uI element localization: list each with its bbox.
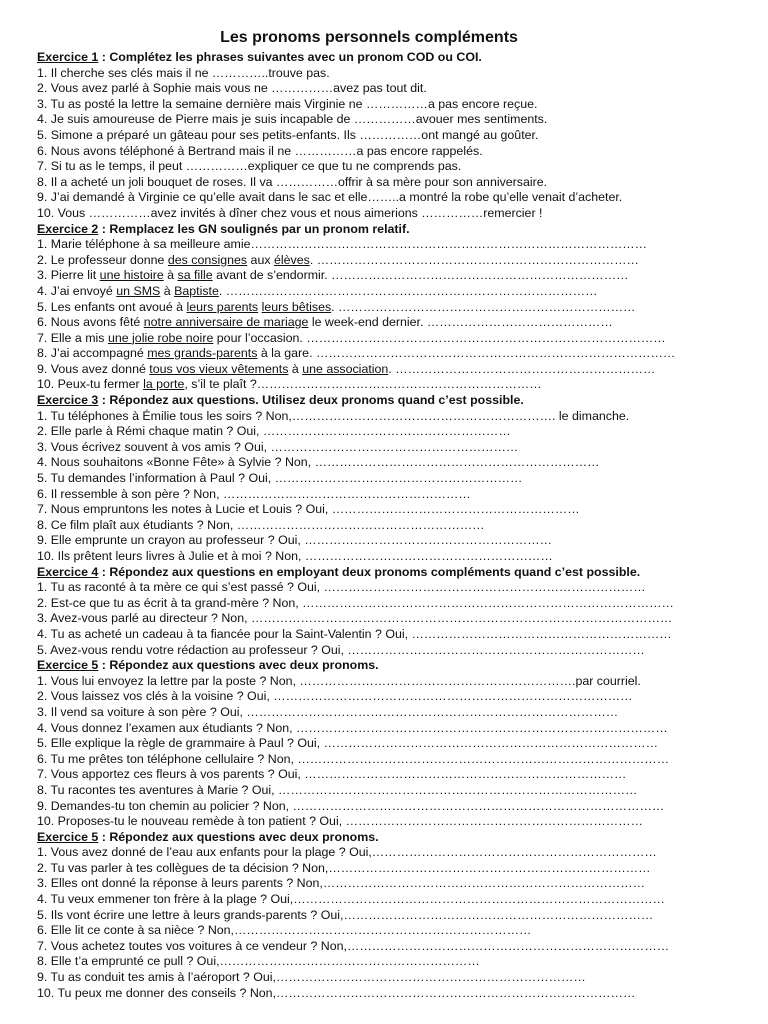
- item-text: 4. Tu veux emmener ton frère à la plage ? Oui,………………………………………………………………………………: [37, 892, 665, 907]
- item-text: 6. Elle lit ce conte à sa nièce ? Non,………………………………………………………………: [37, 923, 532, 938]
- item-text: 5. Elle explique la règle de grammaire à Paul ? Oui, ………………………………………………………………………: [37, 736, 659, 751]
- exercise-header: [37, 50, 768, 66]
- exercise-section: [37, 393, 768, 565]
- item-text: , s’il te plaît ?……………………………………………………………: [184, 377, 542, 392]
- exercise-header: [37, 393, 768, 409]
- exercise-item: [37, 377, 767, 393]
- underlined-phrase: la porte: [143, 377, 185, 392]
- exercise-item: [37, 752, 767, 768]
- exercise-item: [37, 799, 767, 815]
- exercise-item: [37, 346, 767, 362]
- exercise-item: [37, 674, 767, 690]
- page-title: Les pronoms personnels compléments: [220, 29, 518, 46]
- item-text: 4. Tu as acheté un cadeau à ta fiancée pour la Saint-Valentin ? Oui, ………………………………………………………: [37, 626, 672, 641]
- exercise-item: [37, 471, 767, 487]
- underlined-phrase: une jolie robe noire: [107, 330, 214, 345]
- exercise-number: Exercice 3: [37, 393, 99, 408]
- exercise-item: [37, 580, 767, 596]
- item-text: 8. Elle t’a emprunté ce pull ? Oui,………………………………………………………: [37, 954, 480, 969]
- exercise-item: [37, 253, 767, 269]
- underlined-phrase: leurs parents: [186, 299, 259, 314]
- item-text: 10. Tu peux me donner des conseils ? Non,……………………………………………………………………………: [37, 985, 636, 1000]
- item-text: à: [288, 361, 303, 376]
- exercise-item: [37, 268, 767, 284]
- underlined-phrase: mes grands-parents: [147, 346, 258, 361]
- exercise-item: [37, 876, 767, 892]
- exercise-item: [37, 487, 767, 503]
- underlined-phrase: Baptiste: [174, 283, 219, 298]
- item-text: 9. Vous avez donné: [37, 361, 150, 376]
- item-text: 3. Vous écrivez souvent à vos amis ? Oui, ……………………………………………………: [37, 439, 519, 454]
- exercise-instruction: : Remplacez les GN soulignés par un pronom relatif.: [98, 221, 410, 236]
- exercise-item: [37, 424, 767, 440]
- exercise-item: [37, 144, 767, 160]
- item-text: 6. Nous avons fêté: [37, 315, 144, 330]
- exercise-item: [37, 954, 767, 970]
- item-text: 4. Nous souhaitons «Bonne Fête» à Sylvie ? Non, ……………………………………………………………: [37, 455, 600, 470]
- item-text: . ………………………………………………………………: [331, 299, 636, 314]
- exercise-item: [37, 611, 767, 627]
- item-text: 7. Nous empruntons les notes à Lucie et Louis ? Oui, ……………………………………………………: [37, 502, 580, 517]
- exercise-number: Exercice 5: [37, 658, 99, 673]
- exercise-list: [37, 50, 768, 1001]
- exercise-item: [37, 721, 767, 737]
- underlined-phrase: élèves: [273, 252, 310, 267]
- item-text: 3. Elles ont donné la réponse à leurs parents ? Non,……………………………………………………………………: [37, 876, 646, 891]
- exercise-item: [37, 736, 767, 752]
- exercise-section: [37, 658, 768, 830]
- exercise-item: [37, 986, 767, 1002]
- underlined-phrase: une histoire: [99, 268, 164, 283]
- item-text: pour l’occasion. ……………………………………………………………………………: [213, 330, 666, 345]
- exercise-item: [37, 175, 767, 191]
- exercise-item: [37, 502, 767, 518]
- exercise-item: [37, 767, 767, 783]
- item-text: 9. Demandes-tu ton chemin au policier ? Non, ………………………………………………………………………………: [37, 798, 665, 813]
- item-text: à: [160, 283, 175, 298]
- exercise-item: [37, 861, 767, 877]
- item-text: 5. Simone a préparé un gâteau pour ses petits-enfants. Ils ……………ont mangé au goûter.: [37, 127, 539, 142]
- item-text: 6. Nous avons téléphoné à Bertrand mais il ne ……………a pas encore rappelés.: [37, 143, 483, 158]
- item-text: 5. Tu demandes l’information à Paul ? Oui, ……………………………………………………: [37, 471, 523, 486]
- exercise-item: [37, 284, 767, 300]
- item-text: 1. Tu as raconté à ta mère ce qui s’est passé ? Oui, ……………………………………………………………………: [37, 580, 646, 595]
- exercise-item: [37, 627, 767, 643]
- exercise-item: [37, 440, 767, 456]
- item-text: 9. Tu as conduit tes amis à l’aéroport ? Oui,…………………………………………………………………: [37, 970, 586, 985]
- item-text: avant de s’endormir. ………………………………………………………………: [212, 268, 629, 283]
- exercise-item: [37, 159, 767, 175]
- exercise-item: [37, 845, 767, 861]
- exercise-item: [37, 237, 767, 253]
- item-text: 5. Les enfants ont avoué à: [37, 299, 187, 314]
- exercise-item: [37, 409, 767, 425]
- item-text: 2. Elle parle à Rémi chaque matin ? Oui, ……………………………………………………: [37, 424, 511, 439]
- exercise-item: [37, 455, 767, 471]
- item-text: à la gare. ……………………………………………………………………………: [257, 346, 676, 361]
- item-text: 7. Elle a mis: [37, 330, 108, 345]
- exercise-number: Exercice 2: [37, 221, 99, 236]
- item-text: 5. Avez-vous rendu votre rédaction au professeur ? Oui, ………………………………………………………………: [37, 642, 645, 657]
- exercise-item: [37, 362, 767, 378]
- item-text: 4. Vous donnez l’examen aux étudiants ? Non, ………………………………………………………………………………: [37, 720, 668, 735]
- item-text: 9. J’ai demandé à Virginie ce qu’elle avait dans le sac et elle……..a montré la robe qu’elle venait d’acheter.: [37, 190, 623, 205]
- item-text: 2. Tu vas parler à tes collègues de ta décision ? Non,……………………………………………………………………: [37, 860, 651, 875]
- exercise-item: [37, 66, 767, 82]
- exercise-item: [37, 331, 767, 347]
- exercise-header: [37, 830, 768, 846]
- item-text: 2. Le professeur donne: [37, 252, 168, 267]
- exercise-instruction: : Répondez aux questions en employant deux pronoms compléments quand c’est possible.: [98, 564, 641, 579]
- item-text: 1. Vous lui envoyez la lettre par la poste ? Non, ………………………………………………………….par courriel.: [37, 673, 641, 688]
- exercise-item: [37, 908, 767, 924]
- exercise-number: Exercice 1: [37, 50, 99, 64]
- exercise-item: [37, 549, 767, 565]
- exercise-item: [37, 190, 767, 206]
- item-text: 7. Si tu as le temps, il peut ……………expliquer ce que tu ne comprends pas.: [37, 159, 462, 174]
- item-text: 3. Il vend sa voiture à son père ? Oui, ………………………………………………………………………………: [37, 704, 619, 719]
- underlined-phrase: leurs bêtises: [261, 299, 332, 314]
- exercise-item: [37, 128, 767, 144]
- item-text: . ………………………………………………………………………………: [218, 283, 598, 298]
- exercise-section: [37, 830, 768, 1002]
- exercise-item: [37, 596, 767, 612]
- exercise-instruction: : Complétez les phrases suivantes avec un pronom COD ou COI.: [98, 50, 482, 64]
- item-text: 8. Ce film plaît aux étudiants ? Non, ……………………………………………………: [37, 517, 485, 532]
- exercise-section: [37, 565, 768, 659]
- item-text: 8. J’ai accompagné: [37, 346, 148, 361]
- item-text: 1. Tu téléphones à Émilie tous les soirs ? Non,………………………………………………………. le dimanche.: [37, 408, 630, 423]
- exercise-header: [37, 658, 768, 674]
- item-text: 10. Peux-tu fermer: [37, 377, 144, 392]
- item-text: 4. J’ai envoyé: [37, 283, 117, 298]
- exercise-instruction: : Répondez aux questions. Utilisez deux pronoms quand c’est possible.: [98, 393, 524, 408]
- underlined-phrase: tous vos vieux vêtements: [149, 361, 289, 376]
- exercise-item: [37, 518, 767, 534]
- item-text: . ………………………………………………………: [388, 361, 656, 376]
- exercise-item: [37, 689, 767, 705]
- exercise-item: [37, 206, 767, 222]
- exercise-item: [37, 705, 767, 721]
- exercise-item: [37, 533, 767, 549]
- exercise-header: [37, 222, 768, 238]
- item-text: 7. Vous achetez toutes vos voitures à ce vendeur ? Non,……………………………………………………………………: [37, 938, 670, 953]
- exercise-item: [37, 300, 767, 316]
- item-text: aux: [247, 252, 274, 267]
- item-text: 2. Vous avez parlé à Sophie mais vous ne ……………avez pas tout dit.: [37, 81, 427, 96]
- item-text: . ……………………………………………………………………: [309, 252, 639, 267]
- item-text: 1. Marie téléphone à sa meilleure amie……………………………………………………………………………………: [37, 237, 648, 252]
- exercise-header: [37, 565, 768, 581]
- exercise-item: [37, 112, 767, 128]
- exercise-item: [37, 81, 767, 97]
- underlined-phrase: notre anniversaire de mariage: [143, 315, 309, 330]
- item-text: 1. Vous avez donné de l’eau aux enfants pour la plage ? Oui,……………………………………………………………: [37, 845, 657, 860]
- exercise-item: [37, 97, 767, 113]
- item-text: 10. Vous ……………avez invités à dîner chez vous et nous aimerions ……………remercier !: [37, 205, 543, 220]
- exercise-item: [37, 315, 767, 331]
- exercise-item: [37, 892, 767, 908]
- item-text: 7. Vous apportez ces fleurs à vos parents ? Oui, ……………………………………………………………………: [37, 767, 627, 782]
- underlined-phrase: un SMS: [116, 283, 161, 298]
- item-text: 9. Elle emprunte un crayon au professeur ? Oui, ……………………………………………………: [37, 533, 553, 548]
- item-text: 10. Proposes-tu le nouveau remède à ton patient ? Oui, ………………………………………………………………: [37, 814, 643, 829]
- item-text: 3. Tu as posté la lettre la semaine dernière mais Virginie ne ……………a pas encore reçue.: [37, 96, 538, 111]
- item-text: 4. Je suis amoureuse de Pierre mais je suis incapable de ……………avouer mes sentiments.: [37, 112, 548, 127]
- exercise-number: Exercice 4: [37, 564, 99, 579]
- exercise-item: [37, 923, 767, 939]
- exercise-item: [37, 783, 767, 799]
- item-text: à: [163, 268, 178, 283]
- item-text: 3. Avez-vous parlé au directeur ? Non, …………………………………………………………………………………………: [37, 611, 673, 626]
- item-text: 3. Pierre lit: [37, 268, 100, 283]
- item-text: 10. Ils prêtent leurs livres à Julie et à moi ? Non, ……………………………………………………: [37, 549, 553, 563]
- exercise-section: [37, 222, 768, 394]
- exercise-instruction: : Répondez aux questions avec deux pronoms.: [98, 829, 379, 844]
- item-text: 6. Tu me prêtes ton téléphone cellulaire ? Non, ………………………………………………………………………………: [37, 751, 670, 766]
- underlined-phrase: sa fille: [177, 268, 213, 283]
- item-text: 2. Vous laissez vos clés à la voisine ? Oui, ……………………………………………………………………………: [37, 689, 633, 704]
- exercise-instruction: : Répondez aux questions avec deux pronoms.: [98, 658, 379, 673]
- exercise-item: [37, 643, 767, 659]
- exercise-section: [37, 50, 768, 222]
- exercise-item: [37, 970, 767, 986]
- exercise-number: Exercice 5: [37, 829, 99, 844]
- item-text: 6. Il ressemble à son père ? Non, ……………………………………………………: [37, 486, 471, 501]
- exercise-item: [37, 814, 767, 830]
- item-text: 1. Il cherche ses clés mais il ne …………..trouve pas.: [37, 65, 330, 80]
- underlined-phrase: une association: [302, 361, 389, 376]
- item-text: 2. Est-ce que tu as écrit à ta grand-mère ? Non, ………………………………………………………………………………: [37, 595, 674, 610]
- item-text: 5. Ils vont écrire une lettre à leurs grands-parents ? Oui,…………………………………………………………………: [37, 907, 654, 922]
- underlined-phrase: des consignes: [167, 252, 248, 267]
- item-text: le week-end dernier. ………………………………………: [308, 315, 613, 330]
- item-text: 8. Tu racontes tes aventures à Marie ? Oui, ……………………………………………………………………………: [37, 782, 638, 797]
- item-text: 8. Il a acheté un joli bouquet de roses. Il va ……………offrir à sa mère pour son anniversaire.: [37, 174, 548, 189]
- exercise-item: [37, 939, 767, 955]
